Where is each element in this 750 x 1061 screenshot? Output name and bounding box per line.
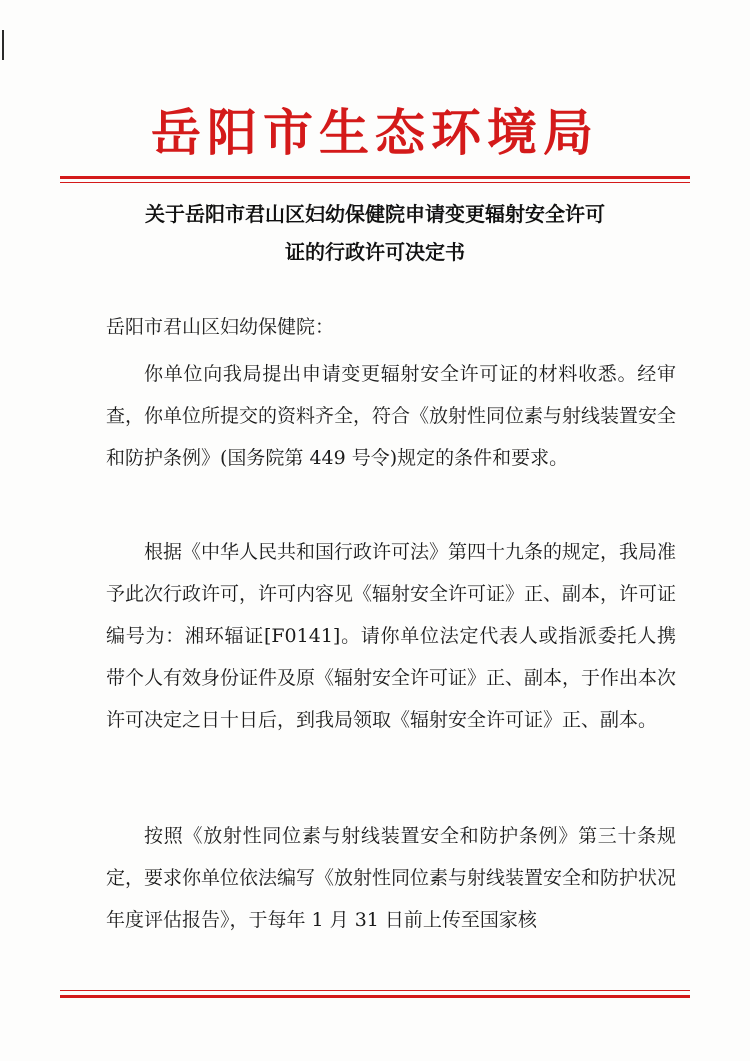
paragraph-permit-decision: 根据《中华人民共和国行政许可法》第四十九条的规定，我局准予此次行政许可，许可内容见《辐射安全许可证》正、副本，许可证编号为：湘环辐证[F0141]。请你单位法定代表人或指派委托人携带个人有效身份证件及原《辐射安全许可证》正、副本，于作出本次许可决定之日十日后，到我局领取《辐射安全许可证》正、副本。: [106, 541, 677, 731]
letterhead-org-name: 岳阳市生态环境局: [151, 103, 599, 162]
scan-edge-mark: [2, 30, 4, 60]
salutation: 岳阳市君山区妇幼保健院：: [106, 316, 335, 338]
paragraph-annual-report: 按照《放射性同位素与射线装置安全和防护条例》第三十条规定，要求你单位依法编写《放射性同位素与射线装置安全和防护状况年度评估报告》，于每年 1 月 31 日前上传至国家核: [106, 825, 677, 931]
letterhead-rule-thin: [60, 182, 690, 183]
document-title-line1: 关于岳阳市君山区妇幼保健院申请变更辐射安全许可: [145, 202, 605, 226]
document-title-line2: 证的行政许可决定书: [285, 240, 465, 264]
letterhead-rule-thick: [60, 176, 690, 179]
footer-rule-thin: [60, 990, 690, 991]
footer-rule-thick: [60, 995, 690, 998]
paragraph-application-review: 你单位向我局提出申请变更辐射安全许可证的材料收悉。经审查，你单位所提交的资料齐全，符合《放射性同位素与射线装置安全和防护条例》(国务院第 449 号令)规定的条件和要求。: [106, 363, 677, 469]
